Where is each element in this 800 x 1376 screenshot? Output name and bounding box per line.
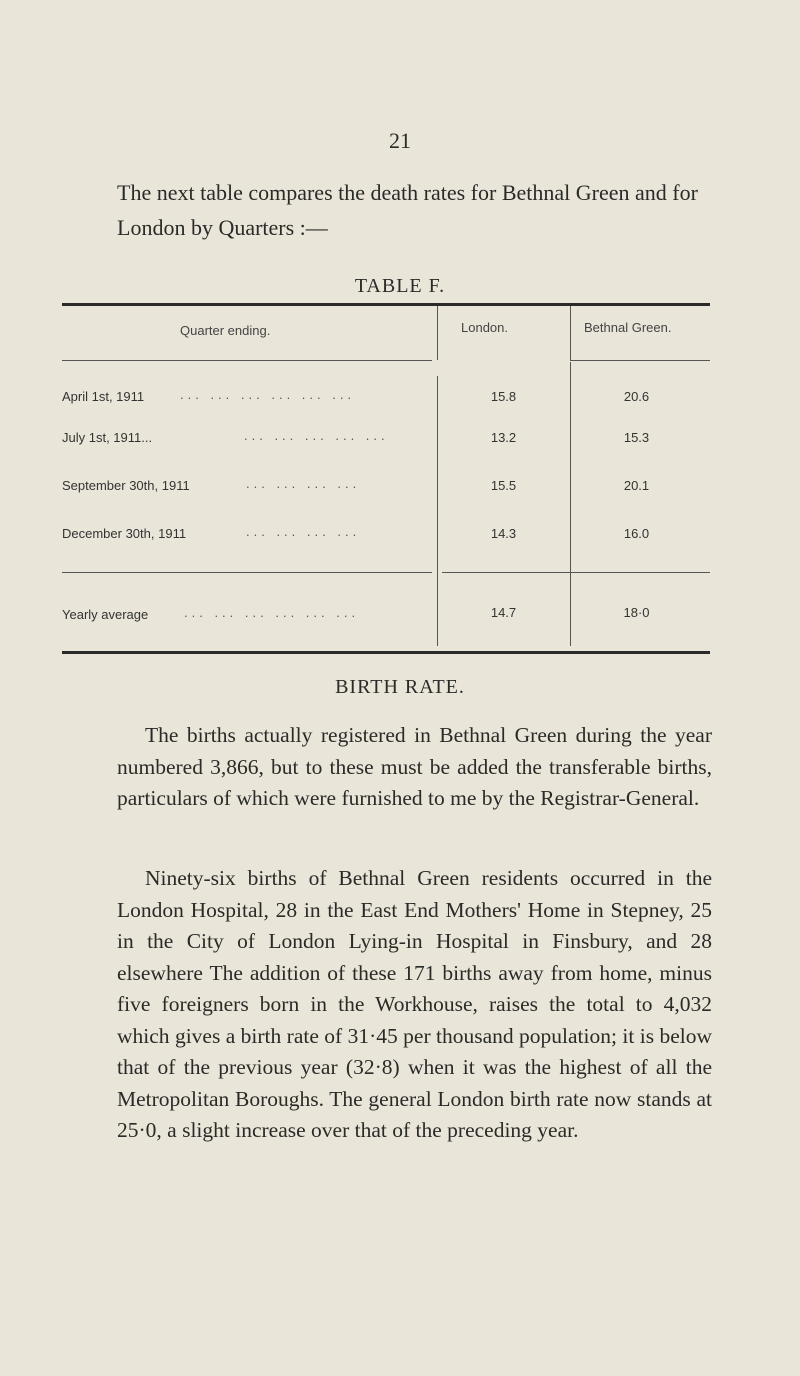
death-rate-table: [62, 306, 710, 652]
paragraph: Ninety-six births of Bethnal Green residents occurred in the London Hospital, 28 in the East End Mothers' Home in Stepney, 25 in the City of London Lying-in Hospital in Finsbury, and 28 elsewhere The addition of these 171 births away from home, minus five foreigners born in the Workhouse, raises the total to 4,032 which gives a birth rate of 31·45 per thousand population; it is below that of the previous year (32·8) when it was the highest of all the Metropolitan Boroughs. The general London birth rate now stands at 25·0, a slight increase over that of the preceding year.: [117, 866, 712, 1142]
section-title: BIRTH RATE.: [335, 676, 465, 698]
average-london-value: 14.7: [490, 605, 517, 620]
row-label: April 1st, 1911: [62, 389, 145, 404]
header-quarter: Quarter ending.: [180, 323, 271, 338]
average-separator-right: [442, 572, 710, 573]
row-label: July 1st, 1911...: [62, 430, 153, 445]
header-london: London.: [461, 320, 508, 335]
row-bethnal-value: 20.1: [623, 478, 650, 493]
row-leader-dots: ... ... ... ...: [246, 476, 361, 491]
row-leader-dots: ... ... ... ...: [246, 524, 361, 539]
row-london-value: 13.2: [490, 430, 517, 445]
column-divider-2: [570, 306, 571, 360]
table-bottom-rule: [62, 651, 710, 654]
row-label: December 30th, 1911: [62, 526, 187, 541]
average-leader-dots: ... ... ... ... ... ...: [184, 605, 360, 620]
header-underline-quarter: [62, 360, 432, 361]
row-london-value: 14.3: [490, 526, 517, 541]
row-leader-dots: ... ... ... ... ... ...: [180, 387, 356, 402]
average-label: Yearly average: [62, 607, 149, 622]
column-divider-1: [437, 306, 438, 360]
row-leader-dots: ... ... ... ... ...: [244, 428, 389, 443]
page-number: 21: [389, 128, 411, 153]
row-london-value: 15.5: [490, 478, 517, 493]
average-separator-left: [62, 572, 432, 573]
header-bethnal: Bethnal Green.: [584, 320, 672, 335]
row-bethnal-value: 15.3: [623, 430, 650, 445]
row-bethnal-value: 16.0: [623, 526, 650, 541]
header-underline-bethnal: [570, 360, 710, 361]
average-bethnal-value: 18·0: [623, 605, 650, 620]
table-title: TABLE F.: [354, 275, 446, 297]
intro-text: The next table compares the death rates for Bethnal Green and for London by Quarters :—: [117, 180, 698, 240]
column-divider-2-body: [570, 362, 571, 646]
row-london-value: 15.8: [490, 389, 517, 404]
row-bethnal-value: 20.6: [623, 389, 650, 404]
paragraph: The births actually registered in Bethnal Green during the year numbered 3,866, but to these must be added the transferable births, particulars of which were furnished to me by the Registrar-General.: [117, 723, 712, 810]
row-label: September 30th, 1911: [62, 478, 190, 493]
